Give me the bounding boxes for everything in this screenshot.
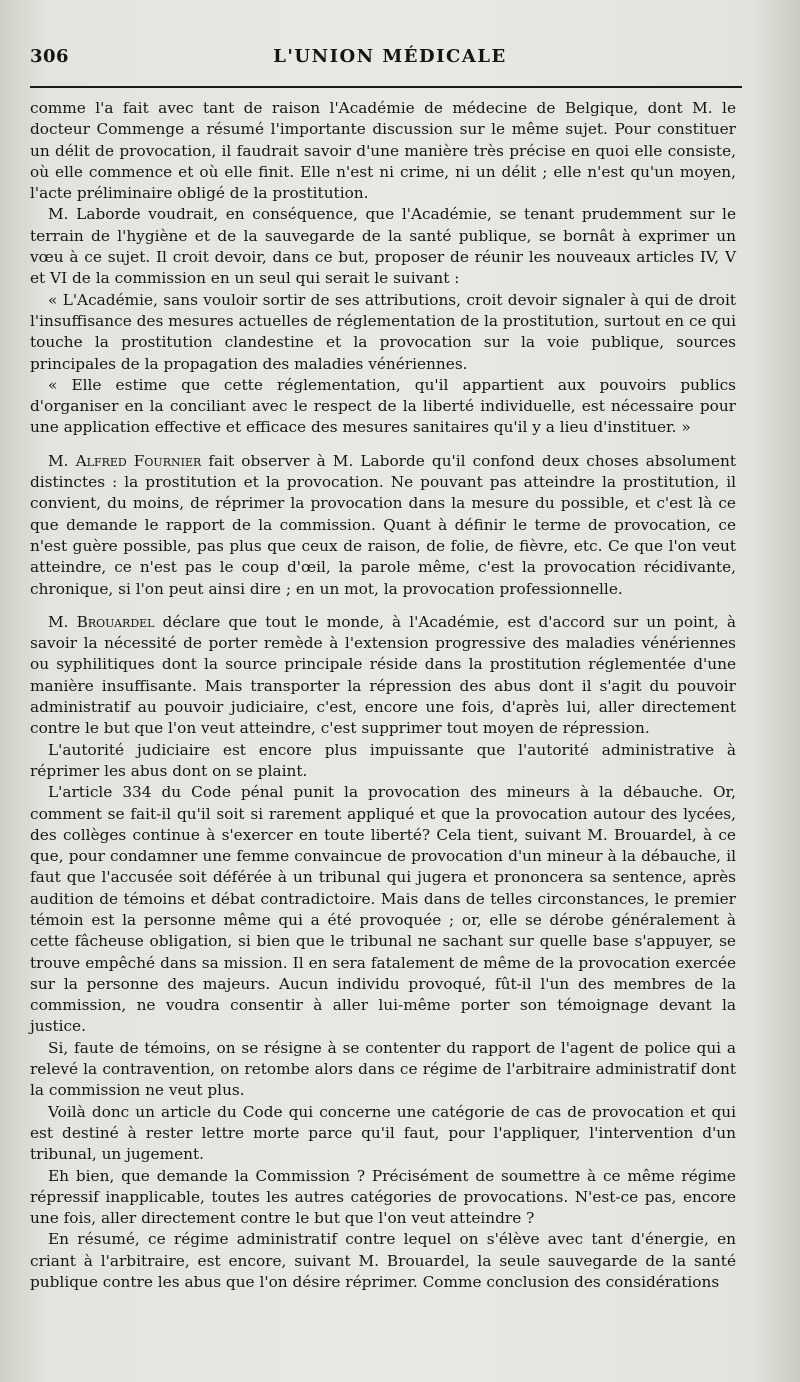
paragraph bbox=[30, 740, 736, 783]
paragraph-text: Eh bien, que demande la Commission ? Précisément de soumettre à ce même régime répressif inapplicable, toutes les autres catégories de provocations. N'est-ce pas, encore une fois, aller directement contre le but que l'on veut atteindre ? bbox=[30, 1166, 736, 1228]
paragraph bbox=[30, 204, 736, 289]
paragraph bbox=[30, 375, 736, 439]
paragraph bbox=[30, 1102, 736, 1166]
paragraph-text: L'autorité judiciaire est encore plus impuissante que l'autorité administrative à réprimer les abus dont on se plaint. bbox=[30, 740, 736, 780]
paragraph bbox=[30, 782, 736, 1038]
paragraph-text: M. Laborde voudrait, en conséquence, que l'Académie, se tenant prudemment sur le terrain de l'hygiène et de la sauvegarde de la santé publique, se bornât à exprimer un vœu à ce sujet. Il croit devoir, dans ce but, proposer de réunir les nouveaux articles IV, V et VI de la commission en un seul qui serait le suivant : bbox=[30, 205, 736, 288]
page-header bbox=[30, 46, 750, 76]
paragraph bbox=[30, 98, 736, 204]
paragraph bbox=[30, 1229, 736, 1293]
paragraph-text: déclare que tout le monde, à l'Académie, est d'accord sur un point, à savoir la nécessité de porter remède à l'extension progressive des maladies vénériennes ou syphilitiques dont la source principale réside dans la prostitution réglementée d'une manière insuffisante. Mais transporter la répression des abus dont il s'agit du pouvoir administratif au pouvoir judiciaire, c'est, encore une fois, d'après lui, aller directement contre le but que l'on veut atteindre, c'est supprimer tout moyen de répression. bbox=[30, 612, 736, 738]
paragraph-text: « L'Académie, sans vouloir sortir de ses attributions, croit devoir signaler à qui de droit l'insuffisance des mesures actuelles de réglementation de la prostitution, surtout en ce qui touche la prostitution clandestine et la provocation sur la voie publique, sources principales de la propagation des maladies vénériennes. bbox=[30, 290, 736, 373]
paragraph bbox=[30, 1038, 736, 1102]
paragraph-text: comme l'a fait avec tant de raison l'Académie de médecine de Belgique, dont M. le docteur Commenge a résumé l'importante discussion sur le même sujet. Pour constituer un délit de provocation, il faudrait savoir d'une manière très précise en quoi elle consiste, où elle commence et où elle finit. Elle n'est ni crime, ni un délit ; elle n'est qu'un moyen, l'acte préliminaire obligé de la prostitution. bbox=[30, 99, 736, 203]
paragraph-text: fait observer à M. Laborde qu'il confond deux choses absolument distinctes : la prostitution et la provocation. Ne pouvant pas atteindre la prostitution, il convient, du moins, de réprimer la provocation dans la mesure du possible, et c'est là ce que demande le rapport de la commission. Quant à définir le terme de provocation, ce n'est guère possible, pas plus que ceux de raison, de folie, de fièvre, etc. Ce que l'on veut atteindre, ce n'est pas le coup d'œil, la parole même, c'est la provocation récidivante, chronique, si l'on peut ainsi dire ; en un mot, la provocation professionnelle. bbox=[30, 451, 736, 598]
paragraph-text: L'article 334 du Code pénal punit la provocation des mineurs à la débauche. Or, comment se fait-il qu'il soit si rarement appliqué et que la provocation autour des lycées, des collèges continue à s'exercer en toute liberté? Cela tient, suivant M. Brouardel, à ce que, pour condamner une femme convaincue de provocation d'un mineur à la débauche, il faut que l'accusée soit déférée à un tribunal qui jugera et prononcera sa sentence, après audition de témoins et débat contradictoire. Mais dans de telles circonstances, le premier témoin est la personne même qui a été provoquée ; or, elle se dérobe généralement à cette fâcheuse obligation, si bien que le tribunal ne sachant sur quelle base s'appuyer, se trouve empêché dans sa mission. Il en sera fatalement de même de la provocation exercée sur la personne des majeurs. Aucun individu provoqué, fût-il l'un des membres de la commission, ne voudra consentir à aller lui-même porter son témoignage devant la justice. bbox=[30, 783, 736, 1036]
paragraph bbox=[30, 451, 736, 600]
speaker-name: M. Brouardel bbox=[48, 612, 155, 631]
paragraph bbox=[30, 1166, 736, 1230]
paragraph-text: « Elle estime que cette réglementation, qu'il appartient aux pouvoirs publics d'organiser en la conciliant avec le respect de la liberté individuelle, est nécessaire pour une application effective et efficace des mesures sanitaires qu'il y a lieu d'instituer. » bbox=[30, 375, 736, 437]
paragraph bbox=[30, 612, 736, 740]
paragraph-text: En résumé, ce régime administratif contre lequel on s'élève avec tant d'énergie, en criant à l'arbitraire, est encore, suivant M. Brouardel, la seule sauvegarde de la santé publique contre les abus que l'on désire réprimer. Comme conclusion des considérations bbox=[30, 1230, 736, 1292]
paragraph-text: Si, faute de témoins, on se résigne à se contenter du rapport de l'agent de police qui a relevé la contravention, on retombe alors dans ce régime de l'arbitraire administratif dont la commission ne veut plus. bbox=[30, 1038, 736, 1100]
header-rule bbox=[30, 86, 742, 88]
speaker-name: M. Alfred Fournier bbox=[48, 451, 202, 470]
running-title: L'UNION MÉDICALE bbox=[273, 46, 507, 67]
paragraph-text: Voilà donc un article du Code qui concerne une catégorie de cas de provocation et qui est destiné à rester lettre morte parce qu'il faut, pour l'appliquer, l'intervention d'un tribunal, un jugement. bbox=[30, 1102, 736, 1164]
paragraph bbox=[30, 290, 736, 375]
article-body bbox=[30, 98, 736, 1293]
page-number: 306 bbox=[30, 46, 70, 67]
